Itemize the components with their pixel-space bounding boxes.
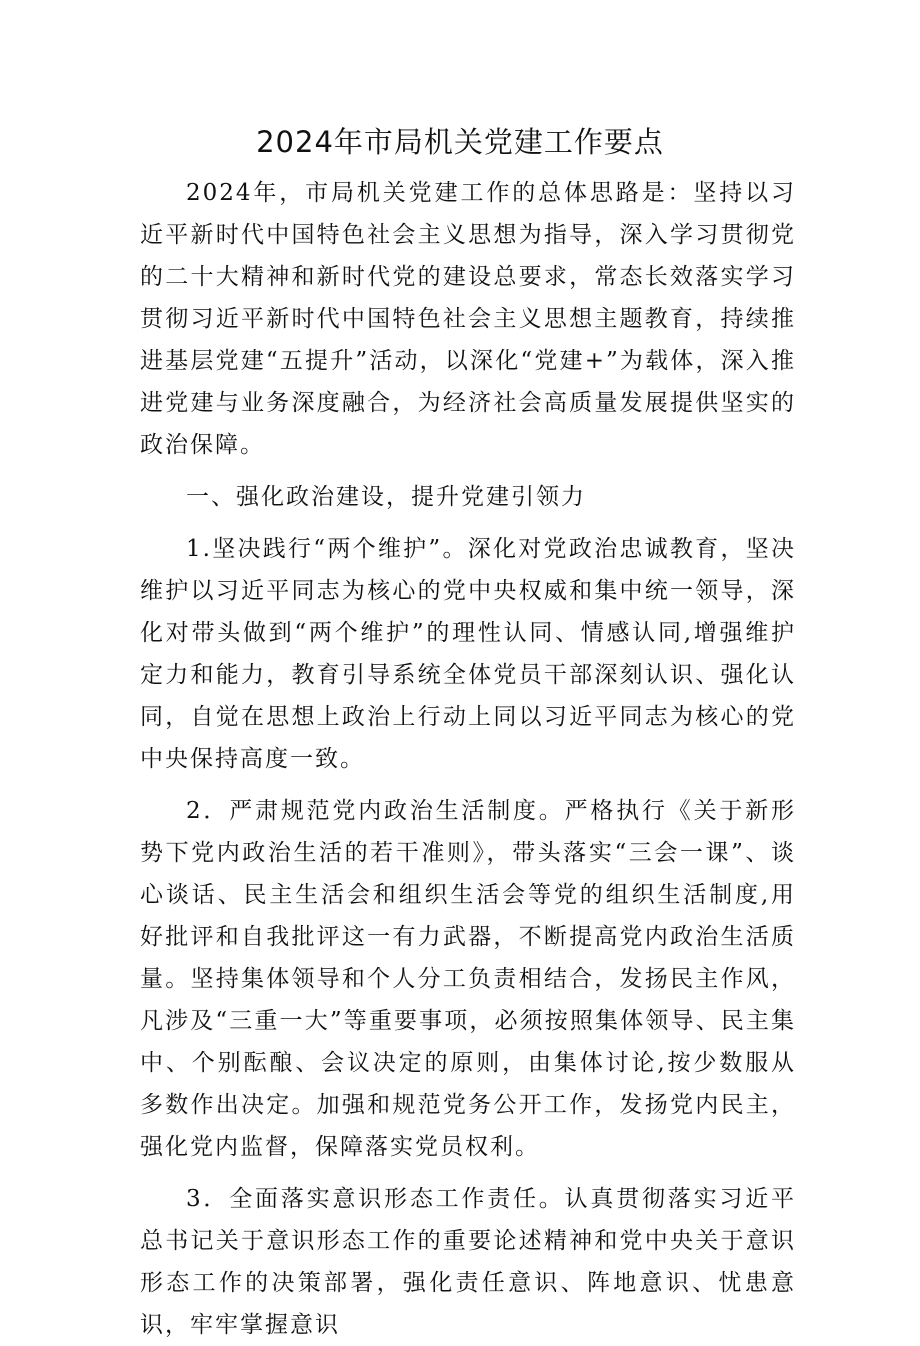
intro-paragraph: 2024年，市局机关党建工作的总体思路是：坚持以习近平新时代中国特色社会主义思想为指导，深入学习贯彻党的二十大精神和新时代党的建设总要求，常态长效落实学习贯彻习近平新时代中国特色社会主义思想主题教育，持续推进基层党建“五提升”活动，以深化“党建+”为载体，深入推进党建与业务深度融合，为经济社会高质量发展提供坚实的政治保障。	[140, 180, 796, 458]
item-paragraph-1: 1.坚决践行“两个维护”。深化对党政治忠诚教育，坚决维护以习近平同志为核心的党中央权威和集中统一领导，深化对带头做到“两个维护”的理性认同、情感认同,增强维护定力和能力，教育引导系统全体党员干部深刻认识、强化认同，自觉在思想上政治上行动上同以习近平同志为核心的党中央保持高度一致。	[140, 536, 796, 772]
item-paragraph-2: 2．严肃规范党内政治生活制度。严格执行《关于新形势下党内政治生活的若干准则》，带头落实“三会一课”、谈心谈话、民主生活会和组织生活会等党的组织生活制度,用好批评和自我批评这一有力武器，不断提高党内政治生活质量。坚持集体领导和个人分工负责相结合，发扬民主作风，凡涉及“三重一大”等重要事项，必须按照集体领导、民主集中、个别酝酿、会议决定的原则，由集体讨论,按少数服从多数作出决定。加强和规范党务公开工作，发扬党内民主，强化党内监督，保障落实党员权利。	[140, 798, 796, 1160]
document-body	[140, 172, 796, 1346]
item-paragraph-3: 3．全面落实意识形态工作责任。认真贯彻落实习近平总书记关于意识形态工作的重要论述精神和党中央关于意识形态工作的决策部署，强化责任意识、阵地意识、忧患意识，牢牢掌握意识	[140, 1186, 796, 1338]
document-title: 2024年市局机关党建工作要点	[256, 125, 664, 159]
section-heading-1: 一、强化政治建设，提升党建引领力	[186, 484, 586, 510]
